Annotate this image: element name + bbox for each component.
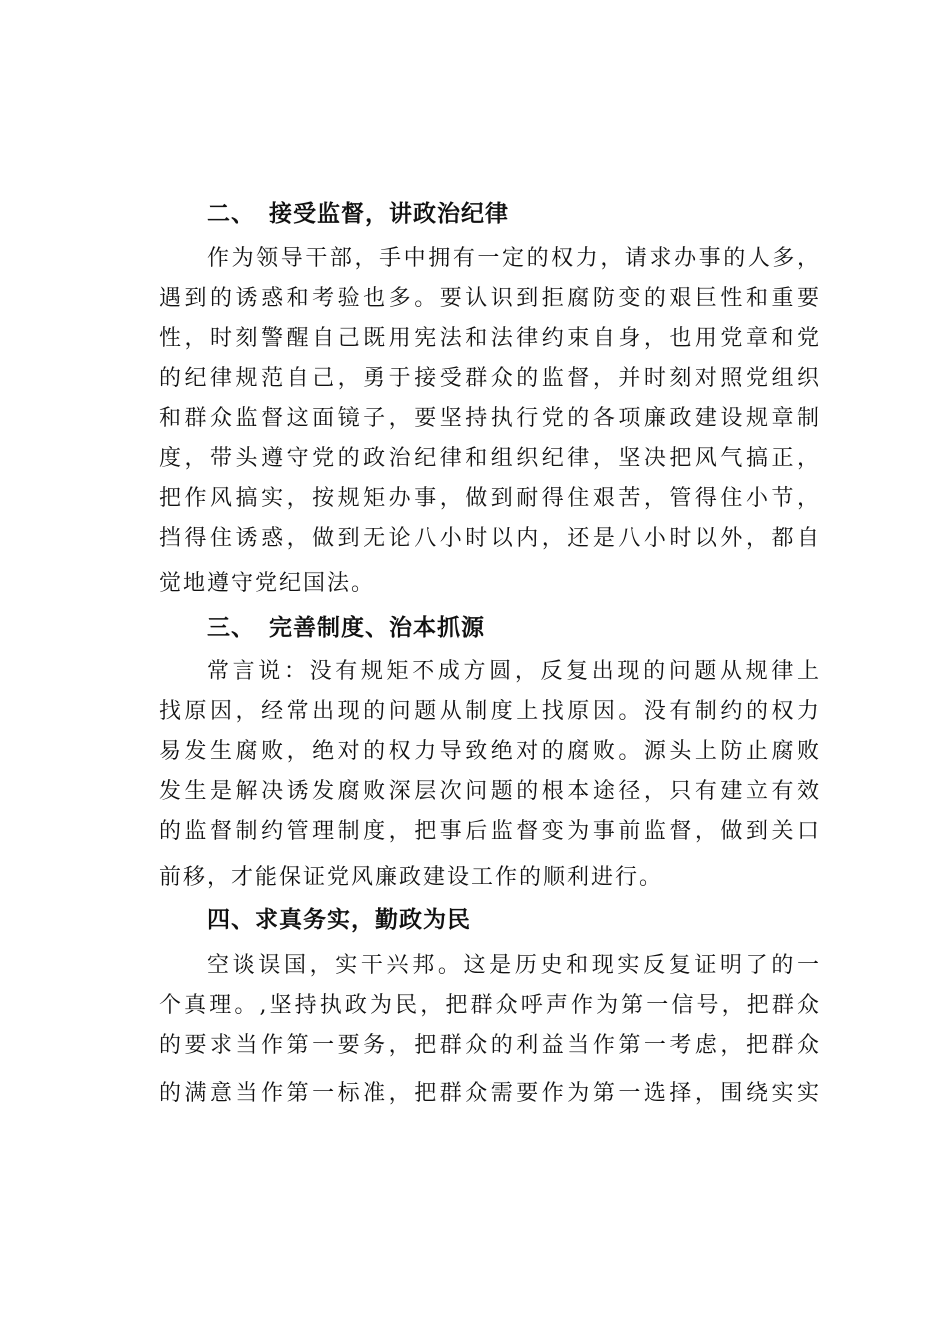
section-heading-4 (207, 906, 471, 934)
paragraph-line: 和群众监督这面镜子，要坚持执行党的各项廉政建设规章制 (159, 406, 819, 431)
paragraph-line: 挡得住诱惑，做到无论八小时以内，还是八小时以外，都自 (159, 526, 819, 551)
paragraph-line: 的监督制约管理制度，把事后监督变为事前监督，做到关口 (159, 819, 819, 844)
section-title: 接受监督，讲政治纪律 (269, 201, 509, 227)
section-title: 完善制度、治本抓源 (269, 615, 485, 641)
paragraph-line: 前移，才能保证党风廉政建设工作的顺利进行。 (159, 865, 664, 890)
paragraph-line: 作为领导干部，手中拥有一定的权力，请求办事的人多， (207, 246, 819, 271)
paragraph-line: 个真理。,坚持执政为民，把群众呼声作为第一信号，把群众 (159, 993, 819, 1018)
section-number: 三、 (207, 615, 255, 641)
paragraph-line: 的要求当作第一要务，把群众的利益当作第一考虑，把群众 (159, 1033, 819, 1058)
paragraph-line: 把作风搞实，按规矩办事，做到耐得住艰苦，管得住小节， (159, 486, 819, 511)
section-heading-2 (207, 200, 509, 228)
section-title: 四、求真务实，勤政为民 (207, 907, 471, 933)
paragraph-line: 空谈误国，实干兴邦。这是历史和现实反复证明了的一 (207, 953, 819, 978)
paragraph-line: 度，带头遵守党的政治纪律和组织纪律，坚决把风气搞正， (159, 446, 819, 471)
paragraph-line: 遇到的诱惑和考验也多。要认识到拒腐防变的艰巨性和重要 (159, 286, 819, 311)
paragraph-line: 发生是解决诱发腐败深层次问题的根本途径，只有建立有效 (159, 779, 819, 804)
paragraph-line: 的纪律规范自己，勇于接受群众的监督，并时刻对照党组织 (159, 366, 819, 391)
section-number: 二、 (207, 201, 255, 227)
section-heading-3 (207, 614, 485, 642)
paragraph-line: 性，时刻警醒自己既用宪法和法律约束自身，也用党章和党 (159, 326, 819, 351)
paragraph-line: 常言说：没有规矩不成方圆，反复出现的问题从规律上 (207, 659, 819, 684)
paragraph-line: 找原因，经常出现的问题从制度上找原因。没有制约的权力 (159, 699, 819, 724)
paragraph-line: 易发生腐败，绝对的权力导致绝对的腐败。源头上防止腐败 (159, 739, 819, 764)
paragraph-line: 的满意当作第一标准，把群众需要作为第一选择，围绕实实 (159, 1081, 819, 1106)
paragraph-line: 觉地遵守党纪国法。 (159, 571, 376, 596)
